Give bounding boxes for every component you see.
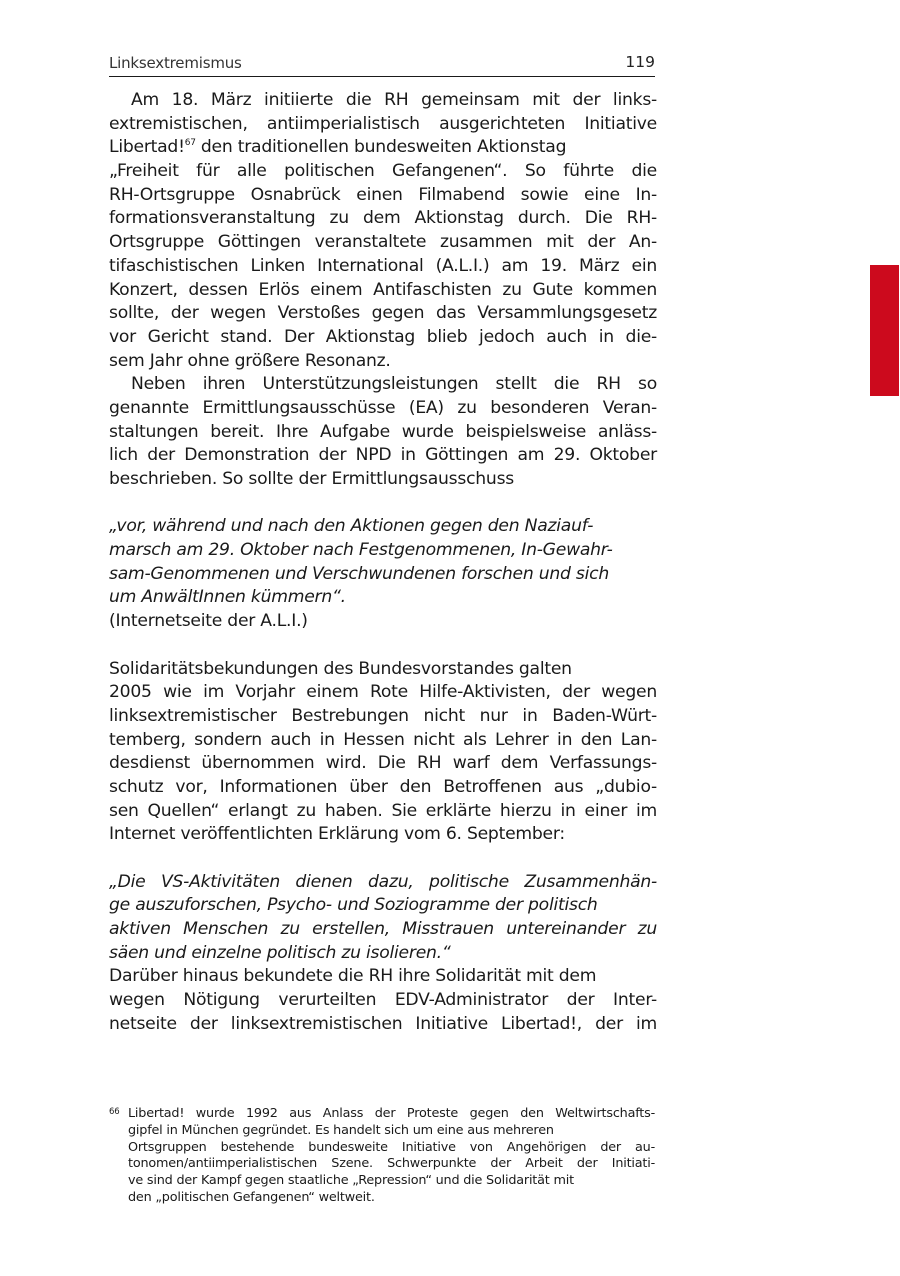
text-line: Neben ihren Unterstützungsleistungen stellt die RH so: [131, 374, 657, 395]
text-line: sollte, der wegen Verstoßes gegen das Versammlungsgesetz: [109, 303, 657, 324]
text-line: beschrieben. So sollte der Ermittlungsausschuss: [109, 469, 514, 489]
spacer: [109, 492, 657, 516]
text-span: den traditionellen bundesweiten Aktionstag: [195, 137, 567, 158]
quote-line: um AnwältInnen kümmern“.: [109, 587, 346, 608]
text-line: Konzert, dessen Erlös einem Antifaschisten zu Gute kommen: [109, 279, 657, 300]
text-line: tifaschistischen Linken International (A.L.I.) am 19. März ein: [109, 255, 657, 276]
page-number: 119: [625, 53, 655, 71]
block-quote-2: [109, 871, 657, 966]
text-span: Libertad!: [109, 137, 185, 158]
text-line: linksextremistischer Bestrebungen nicht nur in Baden-Würt-: [109, 705, 657, 726]
footnote-line: Libertad! wurde 1992 aus Anlass der Proteste gegen den Weltwirtschafts-: [128, 1106, 655, 1121]
footnote-number: 66: [109, 1107, 120, 1117]
text-line: sen Quellen“ erlangt zu haben. Sie erklärte hierzu in einer im: [109, 800, 657, 821]
text-line: formationsveranstaltung zu dem Aktionstag durch. Die RH-: [109, 208, 657, 229]
text-line: Ortsgruppe Göttingen veranstaltete zusammen mit der An-: [109, 232, 657, 253]
paragraph-3: [109, 658, 657, 848]
quote-line: säen und einzelne politisch zu isolieren.“: [109, 942, 451, 963]
text-line: vor Gericht stand. Der Aktionstag blieb jedoch auch in die-: [109, 326, 657, 347]
text-line: sem Jahr ohne größere Resonanz.: [109, 350, 391, 371]
text-line: netseite der linksextremistischen Initiative Libertad!, der im: [109, 1013, 657, 1034]
text-line: Darüber hinaus bekundete die RH ihre Solidarität mit dem: [109, 966, 597, 987]
text-line: schutz vor, Informationen über den Betroffenen aus „dubio-: [109, 776, 657, 797]
footnote-line: Ortsgruppen bestehende bundesweite Initiative von Angehörigen der au-: [128, 1139, 655, 1155]
text-line: 2005 wie im Vorjahr einem Rote Hilfe-Aktivisten, der wegen: [109, 682, 657, 703]
text-line: Internet veröffentlichten Erklärung vom 6. September:: [109, 824, 565, 845]
quote-line: sam-Genommenen und Verschwundenen forschen und sich: [109, 563, 609, 584]
text-line: RH-Ortsgruppe Osnabrück einen Filmabend sowie eine In-: [109, 184, 657, 205]
quote-line: ge auszuforschen, Psycho- und Soziogramme der politisch: [109, 895, 598, 916]
text-line: „Freiheit für alle politischen Gefangenen“. So führte die: [109, 161, 657, 182]
text-line: Solidaritätsbekundungen des Bundesvorstandes galten: [109, 658, 572, 679]
text-line: genannte Ermittlungsausschüsse (EA) zu besonderen Veran-: [109, 397, 657, 418]
footnote-ref: 67: [184, 138, 196, 149]
running-title: Linksextremismus: [109, 54, 242, 72]
quote-line: „vor, während und nach den Aktionen gegen den Naziauf-: [109, 516, 594, 537]
quote-line: „Die VS-Aktivitäten dienen dazu, politische Zusammenhän-: [109, 871, 657, 892]
text-line: temberg, sondern auch in Hessen nicht als Lehrer in den Lan-: [109, 729, 657, 750]
text-line: lich der Demonstration der NPD in Göttingen am 29. Oktober: [109, 445, 657, 466]
spacer: [109, 634, 657, 658]
main-text: [109, 89, 657, 1037]
chapter-thumb-tab: [870, 265, 899, 396]
spacer: [109, 847, 657, 871]
quote-line: aktiven Menschen zu erstellen, Misstrauen untereinander zu: [109, 919, 657, 940]
block-quote-1: [109, 515, 657, 610]
paragraph-2: [109, 373, 657, 491]
footnote-line: ve sind der Kampf gegen staatliche „Repression“ und die Solidarität mit: [128, 1173, 574, 1189]
text-line: staltungen bereit. Ihre Aufgabe wurde beispielsweise anläss-: [109, 421, 657, 442]
text-line: wegen Nötigung verurteilten EDV-Administrator der Inter-: [109, 990, 657, 1011]
paragraph-1: [109, 89, 657, 373]
footnote: [109, 1106, 655, 1207]
footnote-line: gipfel in München gegründet. Es handelt sich um eine aus mehreren: [128, 1122, 554, 1138]
text-line: Am 18. März initiierte die RH gemeinsam mit der links-: [131, 90, 657, 110]
footnote-line: den „politischen Gefangenen“ weltweit.: [128, 1189, 375, 1205]
footnote-line: tonomen/antiimperialistischen Szene. Schwerpunkte der Arbeit der Initiati-: [128, 1156, 655, 1172]
running-header: [109, 52, 655, 77]
text-line: desdienst übernommen wird. Die RH warf dem Verfassungs-: [109, 753, 657, 774]
text-line: extremistischen, antiimperialistisch ausgerichteten Initiative: [109, 113, 657, 134]
quote-source: (Internetseite der A.L.I.): [109, 611, 308, 632]
paragraph-4: [109, 965, 657, 1036]
text-line: [109, 136, 657, 160]
quote-line: marsch am 29. Oktober nach Festgenommenen, In-Gewahr-: [109, 540, 613, 561]
